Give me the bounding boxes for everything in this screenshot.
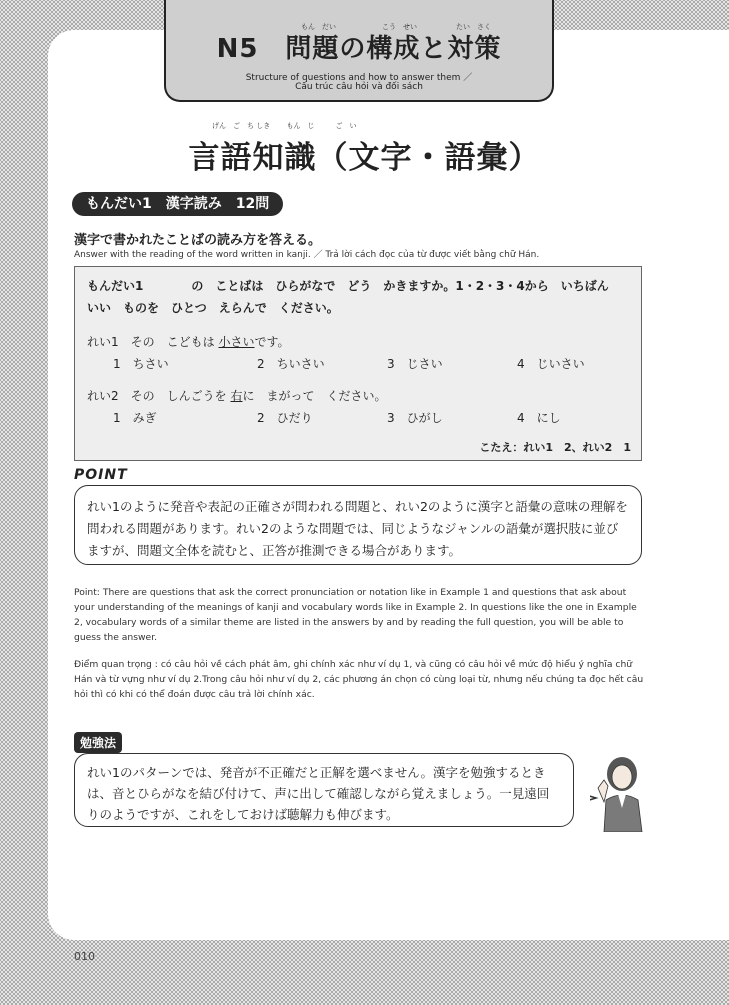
option-number: 1 (113, 357, 121, 371)
point-text: れい1のように発音や表記の正確さが問われる問題と、れい2のように漢字と語彙の意味の理解を問われる問題があります。れい2のような問題では、同じようなジャンルの語彙が選択肢に並びますが、問題文全体を読むと、正答が推測できる場合があります。 (87, 499, 628, 558)
header-subtitle-en: Structure of questions and how to answer them ／ (245, 73, 473, 83)
prompt-line-1: もんだい1 の ことばは ひらがなで どう かきますか。1・2・3・4から いちばん (87, 279, 609, 293)
header-banner (164, 0, 554, 102)
example-2-label: れい2 その しんごうを (87, 389, 227, 403)
header-ruby-mondai: もん だい (301, 23, 336, 31)
section-title: 言語知識（文字・語彙） (188, 140, 541, 176)
page-number: 010 (74, 950, 95, 963)
answer-key: こたえ：れい1 2、れい2 1 (479, 441, 631, 454)
instruction-jp: 漢字で書かれたことばの読み方を答える。 (74, 233, 322, 248)
example-1-sentence (87, 333, 290, 350)
example-2-rest: に まがって ください。 (242, 389, 387, 403)
question-example-box (74, 266, 642, 461)
example-1-rest: です。 (254, 335, 290, 349)
example-1-underlined: 小さい (218, 335, 255, 349)
option-number: 2 (257, 411, 265, 425)
study-method-label: 勉強法 (74, 732, 122, 753)
ex2-option-4 (517, 409, 561, 426)
point-label: POINT (74, 467, 128, 483)
option-number: 3 (387, 357, 395, 371)
ex1-option-3 (387, 355, 443, 372)
option-text: にし (536, 411, 561, 425)
study-method-box (74, 753, 574, 827)
option-text: ちさい (132, 357, 169, 371)
example-2-sentence (87, 387, 387, 404)
header-ruby-taisaku: たい さく (456, 23, 491, 31)
prompt-line-2: いい ものを ひとつ えらんで ください。 (87, 301, 339, 315)
question-type-pill: もんだい1 漢字読み 12問 (72, 192, 283, 216)
teacher-illustration (590, 752, 650, 832)
option-number: 3 (387, 411, 395, 425)
ex1-option-4 (517, 355, 585, 372)
section-ruby: げん ご ち しき もん じ ご い (212, 122, 357, 130)
ex1-option-1 (113, 355, 169, 372)
option-text: ひだり (276, 411, 313, 425)
english-paragraph: Point: There are questions that ask the correct pronunciation or notation like in Example 1 and questions that ask about your understanding of the meanings of kanji and vocabulary words like in Example 2. In questions like the one in Example 2, vocabulary words of a similar theme are listed in the answers by and by reading the full question, you will be able to guess the answer. (74, 587, 637, 643)
ex2-option-2 (257, 409, 313, 426)
page-title: N5 問題の構成と対策 (216, 34, 502, 64)
example-1-label: れい1 その こどもは (87, 335, 215, 349)
header-ruby-kousei: こう せい (382, 23, 417, 31)
option-text: ひがし (406, 411, 443, 425)
point-box (74, 485, 642, 565)
vietnamese-paragraph: Điểm quan trọng : có câu hỏi về cách phát âm, ghi chính xác như ví dụ 1, và cũng có câu hỏi về mức độ hiểu ý nghĩa chữ Hán và từ vựng như ví dụ 2.Trong câu hỏi như ví dụ 2, các phương án chọn có cùng loại từ, nhưng nếu chúng ta đọc hết câu hỏi thì có khi có thể đoán được câu trả lời chính xác. (74, 659, 644, 700)
example-2-underlined: 右 (230, 389, 243, 403)
option-number: 4 (517, 411, 525, 425)
option-text: ちいさい (276, 357, 325, 371)
option-text: じさい (406, 357, 443, 371)
ex2-option-3 (387, 409, 443, 426)
option-number: 1 (113, 411, 121, 425)
option-number: 2 (257, 357, 265, 371)
option-text: みぎ (132, 411, 157, 425)
header-subtitle-vi: Cấu trúc câu hỏi và đối sách (295, 82, 423, 92)
study-method-text: れい1のパターンでは、発音が不正確だと正解を選べません。漢字を勉強するときは、音とひらがなを結び付けて、声に出して確認しながら覚えましょう。一見遠回りのようですが、これをしておけば聴解力も伸びます。 (87, 765, 550, 822)
option-number: 4 (517, 357, 525, 371)
ex2-option-1 (113, 409, 157, 426)
option-text: じいさい (536, 357, 585, 371)
instruction-en: Answer with the reading of the word written in kanji. ／ Trả lời cách đọc của từ được viết bằng chữ Hán. (74, 250, 540, 260)
ex1-option-2 (257, 355, 325, 372)
